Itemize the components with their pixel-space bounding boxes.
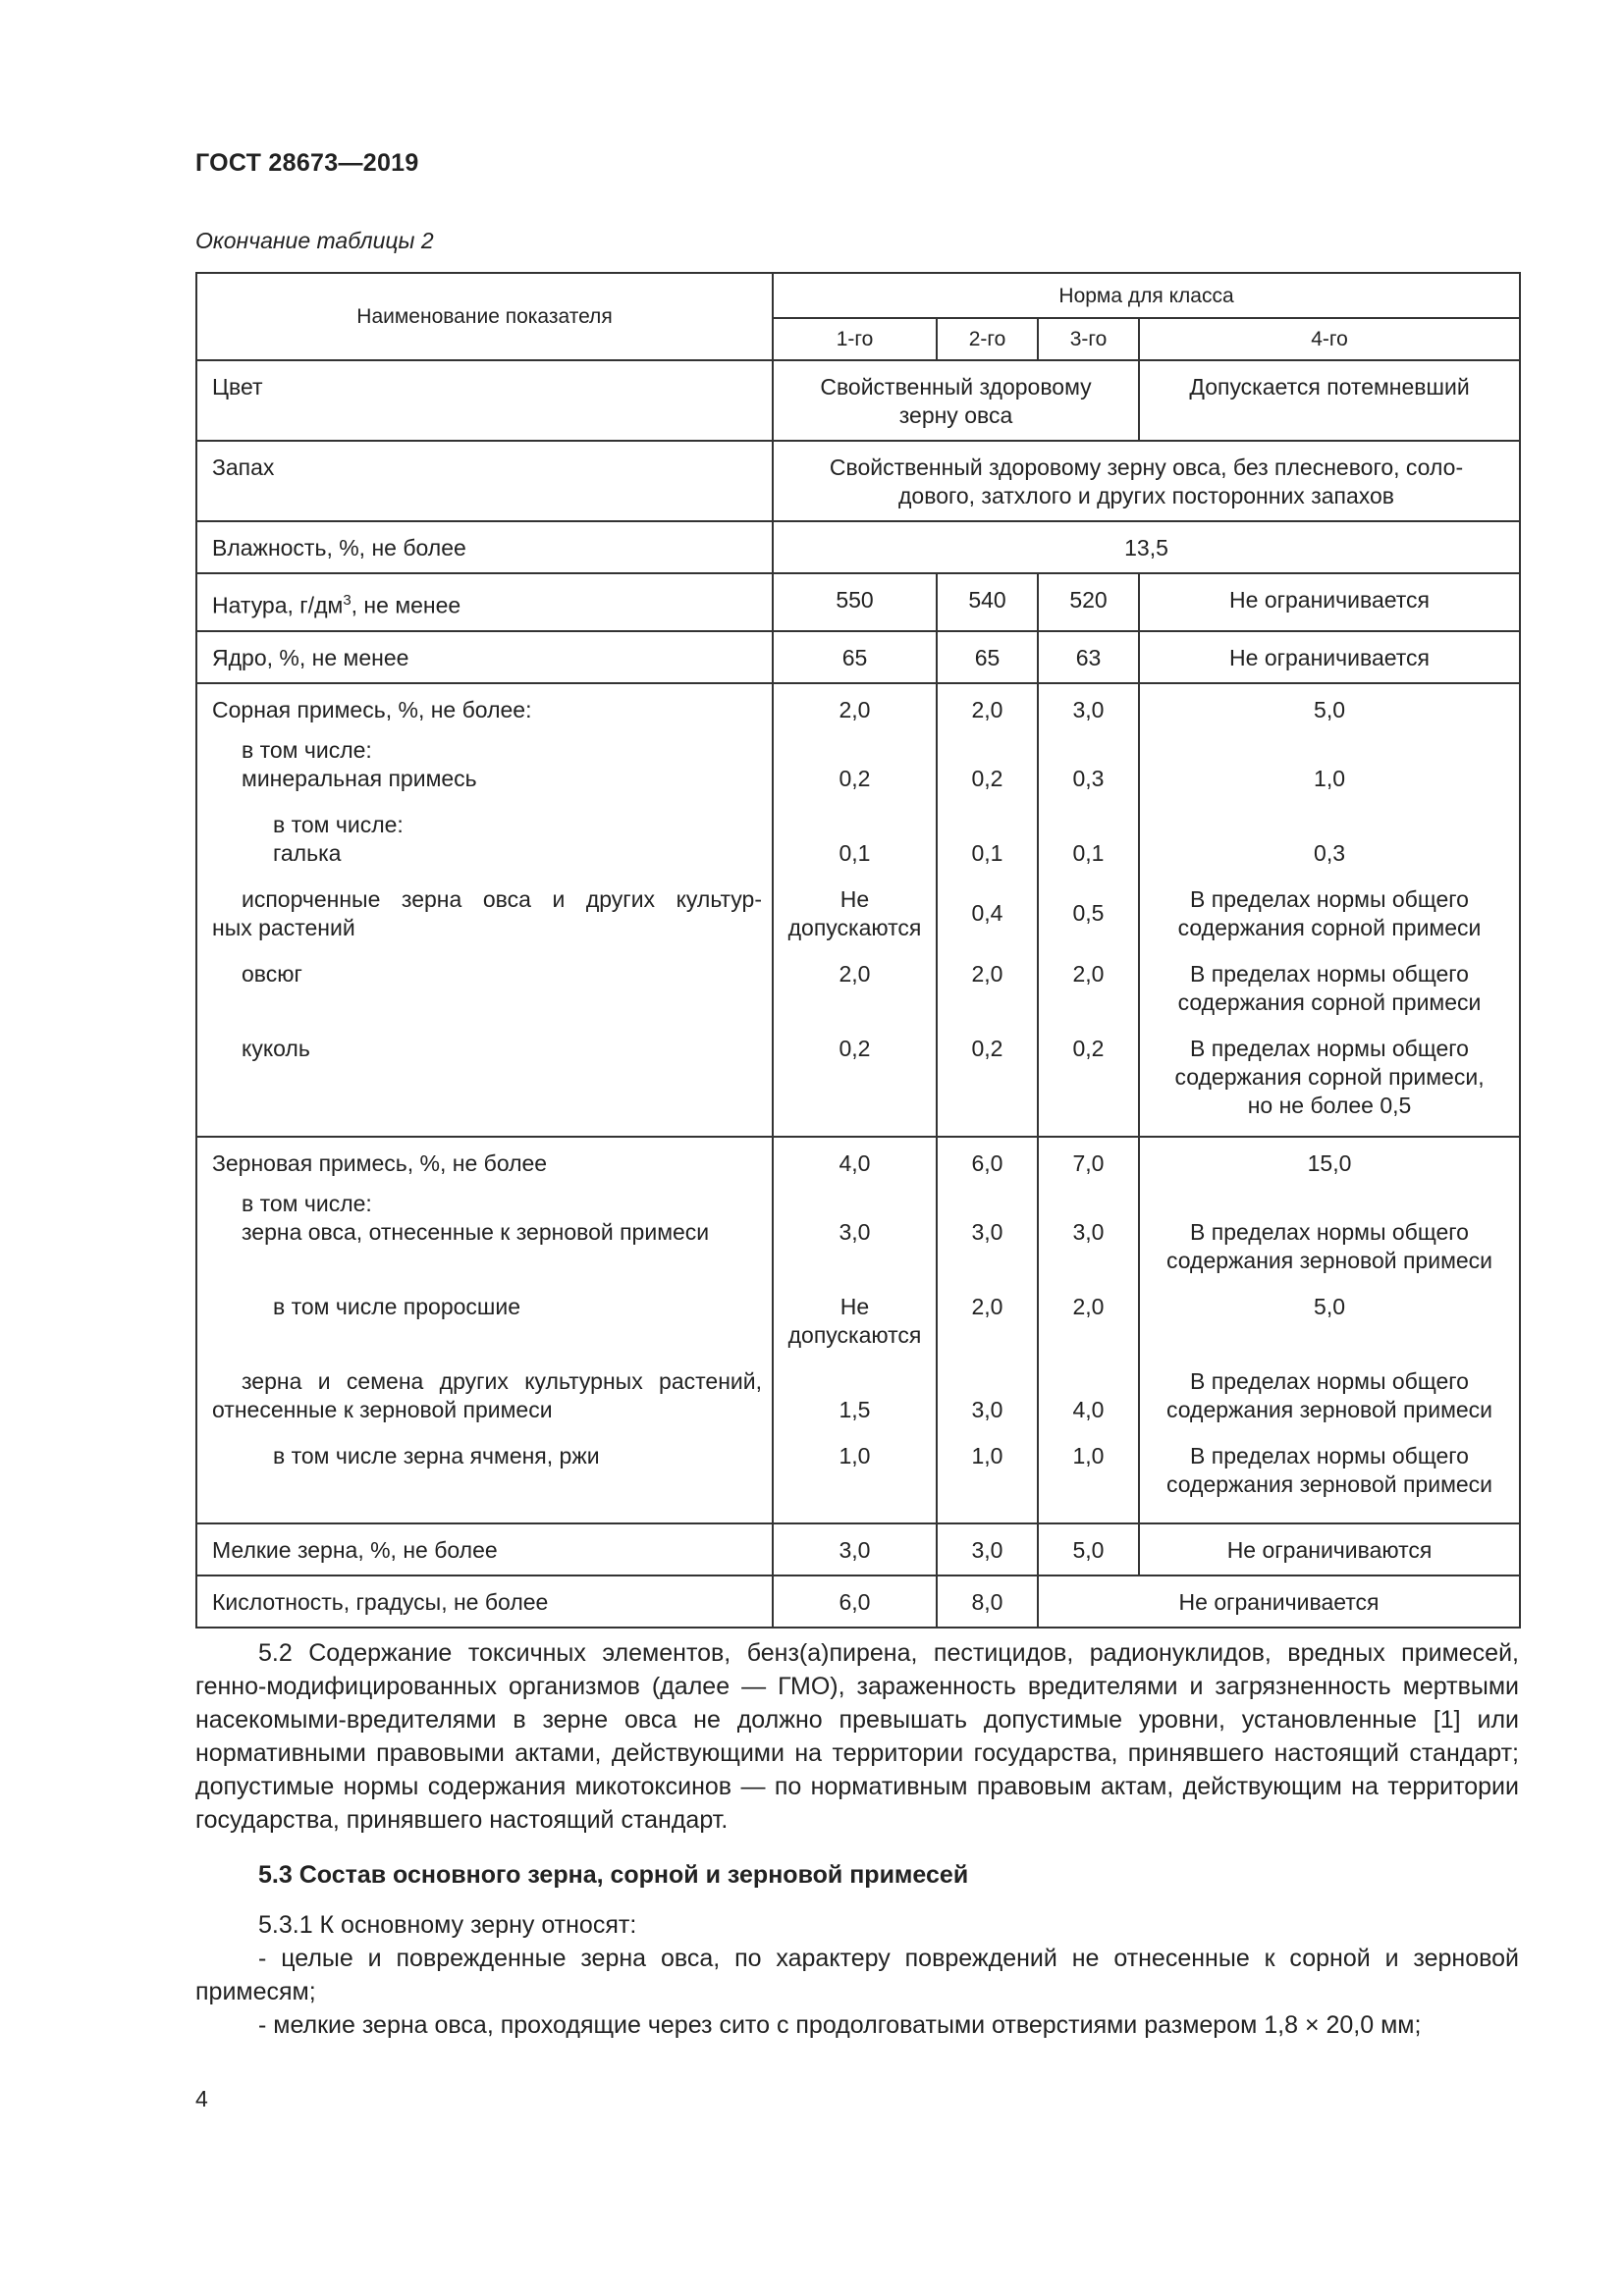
value-line: но не более 0,5 <box>1247 1092 1412 1118</box>
value-weed-3 <box>1038 683 1139 1137</box>
col-header-norm: Норма для класса <box>773 273 1520 318</box>
indicator-color: Цвет <box>196 360 773 441</box>
value-line: 0,2 <box>1072 1035 1105 1061</box>
table-caption: Окончание таблицы 2 <box>195 228 434 253</box>
value-line: 1,0 <box>1072 1442 1105 1468</box>
indicator-line: минеральная примесь <box>242 765 477 791</box>
table-row-acidity <box>196 1575 1520 1628</box>
value-line: В пределах нормы общего <box>1190 960 1469 987</box>
value-small-3: 5,0 <box>1038 1523 1139 1575</box>
value-line: 1,0 <box>971 1442 1003 1468</box>
value-small-4: Не ограничиваются <box>1139 1523 1520 1575</box>
indicator-natura <box>196 573 773 631</box>
value-line: 0,3 <box>1314 839 1346 866</box>
value-line: В пределах нормы общего <box>1190 885 1469 912</box>
value-natura-1: 550 <box>773 573 937 631</box>
value-line: 3,0 <box>839 1218 871 1245</box>
table-row-smell <box>196 441 1520 521</box>
value-line: 0,5 <box>1072 899 1105 926</box>
value-natura-4: Не ограничивается <box>1139 573 1520 631</box>
indicator-line: куколь <box>242 1035 310 1061</box>
value-grain-1 <box>773 1137 937 1523</box>
indicator-text: , не менее <box>351 592 461 618</box>
indicator-grain <box>196 1137 773 1523</box>
indicator-small-grains: Мелкие зерна, %, не более <box>196 1523 773 1575</box>
indicator-text: Натура, г/дм <box>212 592 344 618</box>
value-line: содержания сорной примеси <box>1177 988 1482 1015</box>
section-heading-5-3: 5.3 Состав основного зерна, сорной и зерновой примесей <box>258 1861 969 1889</box>
value-line: 4,0 <box>839 1149 871 1176</box>
superscript: 3 <box>343 592 352 609</box>
value-line: содержания сорной примеси, <box>1174 1063 1485 1090</box>
value-line: 1,0 <box>1314 765 1346 791</box>
indicator-weed <box>196 683 773 1137</box>
value-kernel-3: 63 <box>1038 631 1139 683</box>
col-header-class-2: 2-го <box>937 318 1038 360</box>
table-row-humidity <box>196 521 1520 573</box>
table-row-natura <box>196 573 1520 631</box>
value-line: 2,0 <box>1072 960 1105 987</box>
value-line: 0,1 <box>839 839 871 866</box>
document-title: ГОСТ 28673—2019 <box>195 149 419 177</box>
value-small-1: 3,0 <box>773 1523 937 1575</box>
table-row-color <box>196 360 1520 441</box>
value-line: 3,0 <box>971 1396 1003 1422</box>
value-line: 1,0 <box>839 1442 871 1468</box>
value-smell <box>773 441 1520 521</box>
value-line: содержания зерновой примеси <box>1166 1470 1493 1497</box>
indicator-line: Сорная примесь, %, не более: <box>212 696 532 722</box>
value-line: дового, затхлого и других посторонних запахов <box>898 483 1395 508</box>
value-line: Свойственный здоровому <box>820 374 1092 400</box>
list-item: - целые и поврежденные зерна овса, по характеру повреждений не отнесенные к сорной и зерновой примесям; <box>195 1945 1519 2005</box>
col-header-class-1: 1-го <box>773 318 937 360</box>
value-weed-1 <box>773 683 937 1137</box>
value-line: 5,0 <box>1314 1293 1346 1319</box>
value-line: 7,0 <box>1072 1149 1105 1176</box>
value-line: Свойственный здоровому зерну овса, без плесневого, соло- <box>829 454 1464 480</box>
value-kernel-1: 65 <box>773 631 937 683</box>
value-line: В пределах нормы общего <box>1190 1367 1469 1394</box>
indicator-line: в том числе зерна ячменя, ржи <box>273 1442 600 1468</box>
value-line: 3,0 <box>1072 696 1105 722</box>
value-color-1-3 <box>773 360 1139 441</box>
value-line: 2,0 <box>839 696 871 722</box>
table-row-weed <box>196 683 1520 1137</box>
value-line: В пределах нормы общего <box>1190 1442 1469 1468</box>
value-humidity: 13,5 <box>773 521 1520 573</box>
value-line: 3,0 <box>1072 1218 1105 1245</box>
value-line: 2,0 <box>1072 1293 1105 1319</box>
value-grain-4 <box>1139 1137 1520 1523</box>
paragraph-5-2: 5.2 Содержание токсичных элементов, бенз(а)пирена, пестицидов, радионуклидов, вредных примесей, генно-модифицированных организмов (далее — ГМО), зараженность вредителями и загрязненность мертвыми насекомыми-вредителями в зерне овса не должно превышать допустимые уровни, установленные [1] или нормативными правовыми актами, действующими на территории государства, принявшего настоящий стандарт; допустимые нормы содержания микотоксинов — по нормативным правовым актам, действующим на территории государства, принявшего настоящий стандарт. <box>195 1639 1519 1834</box>
indicator-acidity: Кислотность, градусы, не более <box>196 1575 773 1628</box>
value-weed-4 <box>1139 683 1520 1137</box>
value-kernel-2: 65 <box>937 631 1038 683</box>
value-line: 5,0 <box>1314 696 1346 722</box>
indicator-line: отнесенные к зерновой примеси <box>212 1396 553 1422</box>
indicator-line: зерна овса, отнесенные к зерновой примеси <box>242 1218 710 1245</box>
value-line: Не <box>839 1293 870 1319</box>
value-grain-2 <box>937 1137 1038 1523</box>
value-line: 0,2 <box>839 1035 871 1061</box>
col-header-indicator: Наименование показателя <box>196 273 773 360</box>
value-natura-2: 540 <box>937 573 1038 631</box>
value-line: 0,2 <box>839 765 871 791</box>
value-grain-3 <box>1038 1137 1139 1523</box>
value-color-4: Допускается потемневший <box>1139 360 1520 441</box>
indicator-line: в том числе: <box>242 1190 372 1216</box>
value-line: 2,0 <box>971 696 1003 722</box>
page-number: 4 <box>195 2086 208 2111</box>
value-line: содержания сорной примеси <box>1177 914 1482 940</box>
value-line: допускаются <box>787 1321 922 1348</box>
value-line: 0,4 <box>971 899 1003 926</box>
value-acidity-1: 6,0 <box>773 1575 937 1628</box>
value-line: 2,0 <box>839 960 871 987</box>
value-weed-2 <box>937 683 1038 1137</box>
col-header-class-3: 3-го <box>1038 318 1139 360</box>
value-line: 0,1 <box>971 839 1003 866</box>
indicator-line: галька <box>273 839 342 866</box>
norms-table <box>195 272 1521 1629</box>
value-line: 0,1 <box>1072 839 1105 866</box>
value-line: 15,0 <box>1307 1149 1352 1176</box>
value-line: Не <box>839 885 870 912</box>
paragraph-5-3-1: 5.3.1 К основному зерну относят: <box>258 1911 637 1939</box>
indicator-humidity: Влажность, %, не более <box>196 521 773 573</box>
value-acidity-2: 8,0 <box>937 1575 1038 1628</box>
indicator-kernel: Ядро, %, не менее <box>196 631 773 683</box>
table-row-grain <box>196 1137 1520 1523</box>
value-small-2: 3,0 <box>937 1523 1038 1575</box>
value-line: 0,2 <box>971 1035 1003 1061</box>
value-acidity-3-4: Не ограничивается <box>1038 1575 1520 1628</box>
indicator-line: в том числе проросшие <box>273 1293 521 1319</box>
indicator-line: Зерновая примесь, %, не более <box>212 1149 548 1176</box>
indicator-line: овсюг <box>242 960 302 987</box>
table-row-small-grains <box>196 1523 1520 1575</box>
table-header-row <box>196 273 1520 318</box>
col-header-class-4: 4-го <box>1139 318 1520 360</box>
indicator-line: зерна и семена других культурных растений, <box>242 1367 762 1394</box>
value-line: 0,3 <box>1072 765 1105 791</box>
value-line: 2,0 <box>971 1293 1003 1319</box>
indicator-line: в том числе: <box>273 811 404 837</box>
value-line: содержания зерновой примеси <box>1166 1247 1493 1273</box>
list-item: - мелкие зерна овса, проходящие через сито с продолговатыми отверстиями размером 1,8 × 20,0 мм; <box>258 2011 1422 2039</box>
value-line: 6,0 <box>971 1149 1003 1176</box>
value-line: 2,0 <box>971 960 1003 987</box>
value-line: содержания зерновой примеси <box>1166 1396 1493 1422</box>
value-line: 0,2 <box>971 765 1003 791</box>
indicator-line: в том числе: <box>242 736 372 763</box>
value-line: 1,5 <box>839 1396 871 1422</box>
value-line: зерну овса <box>898 402 1013 428</box>
value-kernel-4: Не ограничивается <box>1139 631 1520 683</box>
indicator-line: ных растений <box>212 914 355 940</box>
value-natura-3: 520 <box>1038 573 1139 631</box>
indicator-smell: Запах <box>196 441 773 521</box>
value-line: 3,0 <box>971 1218 1003 1245</box>
table-row-kernel <box>196 631 1520 683</box>
indicator-line: испорченные зерна овса и других культур- <box>242 885 762 912</box>
value-line: допускаются <box>787 914 922 940</box>
value-line: В пределах нормы общего <box>1190 1035 1469 1061</box>
value-line: 4,0 <box>1072 1396 1105 1422</box>
value-line: В пределах нормы общего <box>1190 1218 1469 1245</box>
